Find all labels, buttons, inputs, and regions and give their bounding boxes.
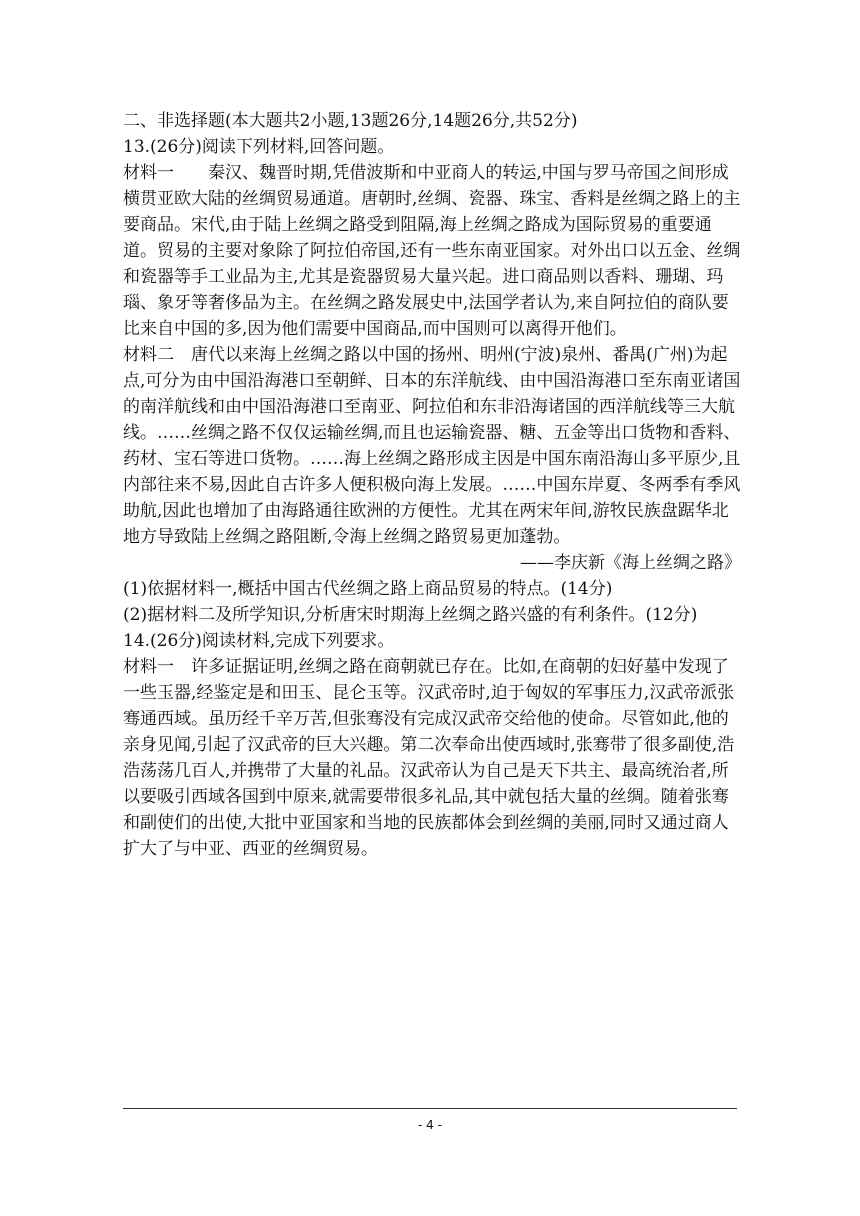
q13-material2-label: 材料二 bbox=[123, 345, 174, 365]
q14-material1-label: 材料一 bbox=[123, 657, 174, 677]
q14-material1 bbox=[123, 654, 743, 862]
q13-material2-text: 唐代以来海上丝绸之路以中国的扬州、明州(宁波)泉州、番禺(广州)为起点,可分为由中国沿海港口至朝鲜、日本的东洋航线、由中国沿海港口至东南亚诸国的南洋航线和由中国沿海港口至南亚、阿拉伯和东非沿海诸国的西洋航线等三大航线。……丝绸之路不仅仅运输丝绸,而且也运输瓷器、糖、五金等出口货物和香料、药材、宝石等进口货物。……海上丝绸之路形成主因是中国东南沿海山多平原少,且内部往来不易,因此自古许多人便积极向海上发展。……中国东岸夏、冬两季有季风助航,因此也增加了由海路通往欧洲的方便性。尤其在两宋年间,游牧民族盘踞华北地方导致陆上丝绸之路阻断,令海上丝绸之路贸易更加蓬勃。 bbox=[123, 345, 741, 547]
footer-divider bbox=[123, 1108, 737, 1109]
q13-subquestion-1: (1)依据材料一,概括中国古代丝绸之路上商品贸易的特点。(14分) bbox=[123, 579, 613, 599]
q13-stem: 13.(26分)阅读下列材料,回答问题。 bbox=[123, 137, 395, 157]
q14-material1-text: 许多证据证明,丝绸之路在商朝就已存在。比如,在商朝的妇好墓中发现了一些玉器,经鉴定是和田玉、昆仑玉等。汉武帝时,迫于匈奴的军事压力,汉武帝派张骞通西域。虽历经千辛万苦,但张骞没有完成汉武帝交给他的使命。尽管如此,他的亲身见闻,引起了汉武帝的巨大兴趣。第二次奉命出使西域时,张骞带了很多副使,浩浩荡荡几百人,并携带了大量的礼品。汉武帝认为自己是天下共主、最高统治者,所以要吸引西域各国到中原来,就需要带很多礼品,其中就包括大量的丝绸。随着张骞和副使们的出使,大批中亚国家和当地的民族都体会到丝绸的美丽,同时又通过商人扩大了与中亚、西亚的丝绸贸易。 bbox=[123, 657, 735, 859]
q13-material2 bbox=[123, 342, 743, 550]
q14-stem: 14.(26分)阅读材料,完成下列要求。 bbox=[123, 631, 395, 651]
q13-material1 bbox=[123, 160, 743, 342]
q13-subquestion-2: (2)据材料二及所学知识,分析唐宋时期海上丝绸之路兴盛的有利条件。(12分) bbox=[123, 605, 698, 625]
q13-material2-source: ——李庆新《海上丝绸之路》 bbox=[520, 553, 741, 573]
page-content bbox=[123, 108, 743, 862]
q13-material1-text: 秦汉、魏晋时期,凭借波斯和中亚商人的转运,中国与罗马帝国之间形成横贯亚欧大陆的丝绸贸易通道。唐朝时,丝绸、瓷器、珠宝、香料是丝绸之路上的主要商品。宋代,由于陆上丝绸之路受到阻隔,海上丝绸之路成为国际贸易的重要通道。贸易的主要对象除了阿拉伯帝国,还有一些东南亚国家。对外出口以五金、丝绸和瓷器等手工业品为主,尤其是瓷器贸易大量兴起。进口商品则以香料、珊瑚、玛瑙、象牙等奢侈品为主。在丝绸之路发展史中,法国学者认为,来自阿拉伯的商队要比来自中国的多,因为他们需要中国商品,而中国则可以离得开他们。 bbox=[123, 163, 741, 339]
q13-material1-label: 材料一 bbox=[123, 163, 174, 183]
page-number: - 4 - bbox=[418, 1118, 442, 1132]
section-title: 二、非选择题(本大题共2小题,13题26分,14题26分,共52分) bbox=[123, 111, 578, 131]
